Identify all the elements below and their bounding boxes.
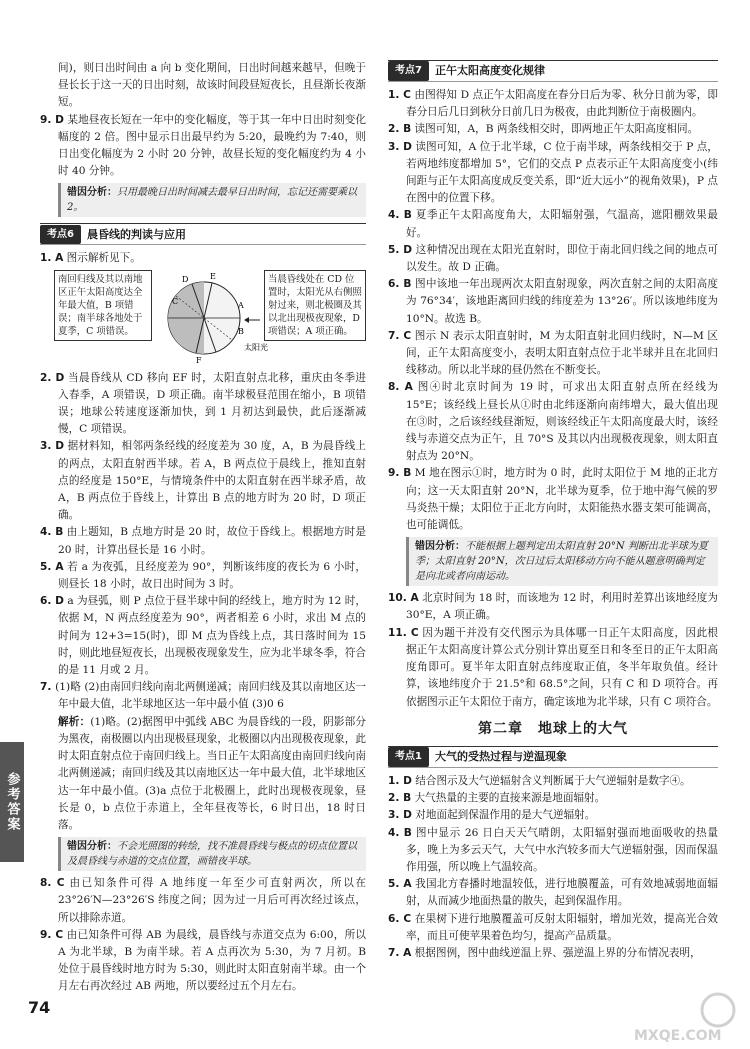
- answer-text: 因为题干并没有交代图示为具体哪一日正午太阳高度，因此根据正午太阳高度计算公式分别计算出夏至日和冬至日的正午太阳高度角即可。夏半年太阳直射点纬度取正值，冬半年取负值。经计算，该地纬度介于 21.5°和 68.5°之间，只有 C 和 D 项符合。再依据图示正午太阳位于南方，确定该地为北半球，只有 C 项符合。: [406, 626, 719, 708]
- answer-item: [388, 379, 718, 465]
- answer-number: 6. B: [388, 278, 412, 291]
- explanation-label: 解析：: [58, 715, 91, 728]
- answer-text: 据材料知，相邻两条经线的经度差为 30 度，A，B 为晨昏线上的两点，太阳直射西半球。若 A，B 两点位于晨线上，推知直射点的经度是 150°E，与情境条件中的太阳直射在西半球矛盾，故 A，B 两点位于昏线上，计算出 B 点的地方时为 20 时，D 项正确。: [58, 440, 366, 522]
- terminator-figure: [54, 270, 366, 366]
- answer-item: [388, 825, 718, 877]
- watermark-logo: [630, 990, 740, 1045]
- answer-item: [388, 790, 718, 807]
- answer-number: 4. B: [388, 826, 412, 839]
- answer-text: 图示解析见下。: [66, 252, 141, 265]
- answer-text: 结合图示及大气逆辐射含义判断属于大气逆辐射是数字④。: [415, 774, 691, 787]
- answer-number: 9. B: [388, 467, 412, 480]
- answer-text: 北京时间为 18 时，而该地为 12 时，利用时差算出该地经度为 30°E，A 项正确。: [406, 592, 718, 622]
- error-analysis-box: [58, 183, 366, 217]
- answer-number: 6. D: [40, 595, 64, 608]
- answer-item: [388, 328, 718, 380]
- intro-paragraph: 间)，则日出时间由 a 向 b 变化期间，日出时间越来越早，但晚于昼长长于这一天的日出时刻，故该时间段昼短夜长，且昼渐长夜渐短。: [58, 62, 366, 109]
- error-text: 只用最晚日出时间减去最早日出时间，忘记还需要乘以 2。: [67, 187, 357, 214]
- earth-diagram: [152, 270, 269, 366]
- answer-item: [40, 875, 366, 927]
- answer-item: [388, 807, 718, 824]
- answer-number: 1. C: [388, 89, 411, 101]
- answer-text: 图示 N 表示太阳直射时，M 为太阳直射北回归线时，N—M 区间，正午太阳高度变小，表明太阳直射点位于北半球并且在北回归线移动。所以北半球的昼仍然在不断变长。: [406, 329, 719, 377]
- answer-item: [40, 524, 366, 558]
- answer-number: 7. C: [388, 329, 412, 342]
- error-label: 错因分析：: [67, 187, 117, 199]
- label-b: B: [238, 326, 244, 336]
- answer-number: 3. D: [388, 140, 412, 153]
- answer-text: 由已知条件可得 AB 为晨线，晨昏线与赤道交点为 6:00，所以 A 为北半球，B 为南半球。若 A 点再次为 5:30，为 7 月初。B 处位于晨昏线时地方时为 5:30，则此时太阳直射南半球。由一个月左右再次经过 AB 两地，所以要经过五个月左右。: [58, 928, 367, 993]
- explanation-text: (1)略。(2)据图甲中弧线 ABC 为晨昏线的一段，阴影部分为黑夜，南极圈以内出现极昼现象，北极圈以内出现极夜现象，此时太阳直射点位于南回归线上。当日正午太阳高度由南回归线向南北两侧递减；南回归线及其以南地区达一年中最大值，北半球地区达一年中最小值。(3)a 点位于北极圈上，此时出现极夜现象，昼长是 0，b 点位于赤道上，全年昼夜等长，6 时日出，18 时日落。: [58, 715, 367, 831]
- label-c: C: [172, 296, 179, 306]
- answer-item: [388, 121, 718, 138]
- answer-text: 某地昼夜长短在一年中的变化幅度，等于其一年中日出时刻变化幅度的 2 倍。图中显示日出最早约为 5:20，最晚约为 7:40，则日出变化幅度为 2 小时 20 分钟，故昼长短的变化幅度约为 4 小时 40 分钟。: [58, 113, 366, 178]
- answer-item: [40, 370, 366, 439]
- error-label: 错因分析：: [415, 541, 465, 553]
- answer-text: 这种情况出现在太阳光直射时，即位于南北回归线之间的地点可以发生。故 D 正确。: [406, 243, 718, 274]
- answer-number: 7.: [40, 681, 56, 694]
- answer-text: 图④时北京时间为 19 时，可求出太阳直射点所在经线为 15°E；该经线上昼长从①时由北纬逐渐向南纬增大，最大值出现在③时，之后该经线昼渐短，则该经线正午太阳高度最大时，该经线与赤道交点为正午，且 70°S 及其以内出现极夜现象，则太阳直射点为 20°N。: [406, 381, 718, 463]
- answer-number: 9. C: [40, 928, 64, 941]
- explanation: [40, 714, 366, 834]
- answer-number: 5. D: [388, 243, 413, 256]
- error-label: 错因分析：: [67, 841, 117, 853]
- answer-text: 我国北方春播时地温较低，进行地膜覆盖，可有效地减弱地面辐射，从而减少地面热量的散失，起到保温作用。: [406, 878, 718, 908]
- answer-item: [388, 207, 718, 241]
- answer-item: [388, 276, 718, 328]
- topic-header: [388, 60, 718, 82]
- answer-number: 5. A: [40, 560, 64, 573]
- answer-number: 9. D: [40, 113, 64, 126]
- right-column: [388, 60, 718, 962]
- label-f: F: [196, 355, 202, 365]
- answer-number: 8. A: [388, 381, 413, 394]
- answer-number: 7. A: [388, 946, 412, 959]
- label-a: A: [238, 300, 244, 310]
- answer-item: [388, 945, 718, 962]
- answer-text: 大气热量的主要的直接来源是地面辐射。: [414, 792, 606, 805]
- answer-text: 图中显示 26 日白天天气晴朗，太阳辐射强而地面吸收的热量多，晚上为多云天气，大气中水汽较多而大气逆辐射强，因而保温作用强，所以晚上气温较高。: [406, 826, 718, 873]
- answer-text: 由已知条件可得 A 地纬度一年至少可直射两次，所以在 23°26′N—23°26′S 纬度之间；因为过一月后可再次经过该点，所以排除赤道。: [58, 877, 367, 924]
- answer-number: 6. C: [388, 912, 412, 925]
- answer-text: 读图可知，A，B 两条线相交时，即两地正午太阳高度相同。: [414, 123, 699, 136]
- answer-item: [40, 559, 366, 593]
- sun-light-label: 太阳光: [244, 342, 269, 352]
- answer-item: [388, 242, 718, 276]
- answer-text: 由图得知 D 点正午太阳高度在春分日后为零、秋分日前为零，即春分日后几日到秋分日前几日为极夜，由此判断位于南极圈内。: [406, 89, 718, 119]
- figure-left-callout: 南回归线及其以南地区正午太阳高度达全年最大值，B 项错误；南半球各地处于夏季，C 项错误。: [54, 270, 152, 341]
- chapter-title: 第二章 地球上的大气: [478, 720, 628, 737]
- answer-item: [40, 438, 366, 524]
- topic-tag: 考点7: [388, 61, 429, 80]
- error-analysis-box: [58, 837, 366, 871]
- answer-item: [388, 911, 718, 945]
- answer-item: [40, 250, 366, 267]
- answer-number: 10. A: [388, 592, 419, 605]
- answer-number: 11. C: [388, 626, 419, 639]
- answer-number: 3. D: [40, 440, 65, 453]
- answer-text: M 地在图示①时，地方时为 0 时，此时太阳位于 M 地的正北方向；这一天太阳直射 20°N，北半球为夏季，位于地中海气候的罗马炎热干燥；太阳位于正北方向时，太阳能热水器支架可能调高，也可能调低。: [406, 467, 718, 532]
- answer-item: [40, 927, 366, 996]
- answer-text: a 为昼弧，则 P 点位于昼半球中间的经线上，地方时为 12 时，依据 M，N 两点经度差为 90°，两者相差 6 小时，求出 M 点的时间为 12+3=15(时)，即 M 点为昏线上点，其日落时间为 15 时，则此地昼短夜长，出现极夜现象发生，应为北半球冬季，符合的是 11 月或 2 月。: [58, 595, 366, 677]
- error-analysis-box: [406, 537, 718, 586]
- answer-number: 1. A: [40, 252, 64, 265]
- answer-item: [388, 773, 718, 790]
- answer-text: 若 a 为夜弧，且经度差为 90°，判断该纬度的夜长为 6 小时，则昼长 18 小时，故日出时间为 3 时。: [58, 560, 366, 591]
- answer-number: 1. D: [388, 774, 412, 787]
- answer-number: 5. A: [388, 878, 412, 891]
- answer-text: 根据图例，图中曲线逆温上界、强逆温上界的分布情况表明，: [414, 946, 701, 959]
- answer-text: 由上题知，B 点地方时是 20 时，故位于昏线上。根据地方时是 20 时，计算出昼长是 16 小时。: [58, 526, 366, 556]
- answer-item: [40, 593, 366, 679]
- answer-item: [388, 876, 718, 910]
- answer-item: [388, 590, 718, 624]
- error-text: 不会光照图的转绘，找不准晨昏线与极点的切点位置以及晨昏线与赤道的交点位置，画错夜半球。: [67, 841, 357, 868]
- watermark-text: MXQE.COM: [634, 1028, 722, 1044]
- answer-text: 对地面起到保温作用的是大气逆辐射。: [415, 809, 596, 822]
- answer-text: 当晨昏线从 CD 移向 EF 时，太阳直射点北移，重庆由冬季进入春季，A 项错误，D 项正确。南半球极昼范围在缩小，B 项错误；地球公转速度逐渐加快，到 1 月初达到最快，此后逐渐减慢，C 项错误。: [58, 371, 366, 436]
- answer-number: 2. B: [388, 792, 412, 805]
- answer-item: [388, 465, 718, 534]
- answer-item: [388, 625, 718, 711]
- answer-item: [40, 112, 366, 181]
- error-text: 不能根据上题判定出太阳直射 20°N 判断出北半球为夏季；太阳直射 20°N，次日过后太阳移动方向不能从题意明确判定是向北或者向南运动。: [415, 541, 708, 583]
- answer-text: 夏季正午太阳高度角大，太阳辐射强，气温高，遮阳棚效果最好。: [406, 209, 718, 239]
- topic-tag: 考点6: [40, 225, 81, 244]
- topic-header: [40, 223, 366, 245]
- answer-key-side-tab: 参考答案: [0, 742, 24, 862]
- answer-number: 2. B: [388, 123, 412, 136]
- answer-number: 2. D: [40, 371, 65, 384]
- answer-number: 4. B: [40, 526, 64, 539]
- answer-item: [388, 87, 718, 121]
- answer-item: [388, 139, 718, 208]
- label-e: E: [210, 271, 216, 281]
- answer-text: 图中该地一年出现两次太阳直射现象，两次直射之间的太阳高度为 76°34′，该地距离回归线的纬度差为 13°26′。所以该地纬度为 10°N。故选 B。: [406, 278, 718, 325]
- answer-item: [40, 679, 366, 713]
- answer-number: 3. D: [388, 809, 412, 822]
- answer-number: 8. C: [40, 877, 65, 890]
- label-d: D: [182, 274, 189, 284]
- topic-title: 大气的受热过程与逆温现象: [434, 750, 567, 764]
- left-column: [40, 60, 366, 996]
- answer-text: 在果树下进行地膜覆盖可反射太阳辐射，增加光效，提高光合效率，而且可使苹果着色均匀，提高产品质量。: [406, 912, 719, 942]
- page-number: 74: [28, 998, 51, 1017]
- topic-title: 正午太阳高度变化规律: [434, 64, 545, 78]
- figure-right-callout: 当晨昏线处在 CD 位置时，太阳光从右侧照射过来，则北极圈及其以北出现极夜现象，D 项错误；A 项正确。: [264, 270, 366, 341]
- topic-header: [388, 746, 718, 768]
- answer-number: 4. B: [388, 209, 412, 222]
- topic-title: 晨昏线的判读与应用: [86, 227, 186, 241]
- topic-tag: 考点1: [388, 747, 429, 766]
- answer-text: 读图可知，A 位于北半球，C 位于南半球，两条线相交于 P 点，若两地纬度都增加 5°，它们的交点 P 点表示正午太阳高度变小(纬间距与正午太阳高度成反变关系，即“近大远小”的视角效果)，P 点在图中的位置下移。: [406, 140, 718, 205]
- answer-text: (1)略 (2)由南回归线向南北两侧递减；南回归线及其以南地区达一年中最大值，北半球地区达一年中最小值 (3)0 6: [55, 681, 366, 711]
